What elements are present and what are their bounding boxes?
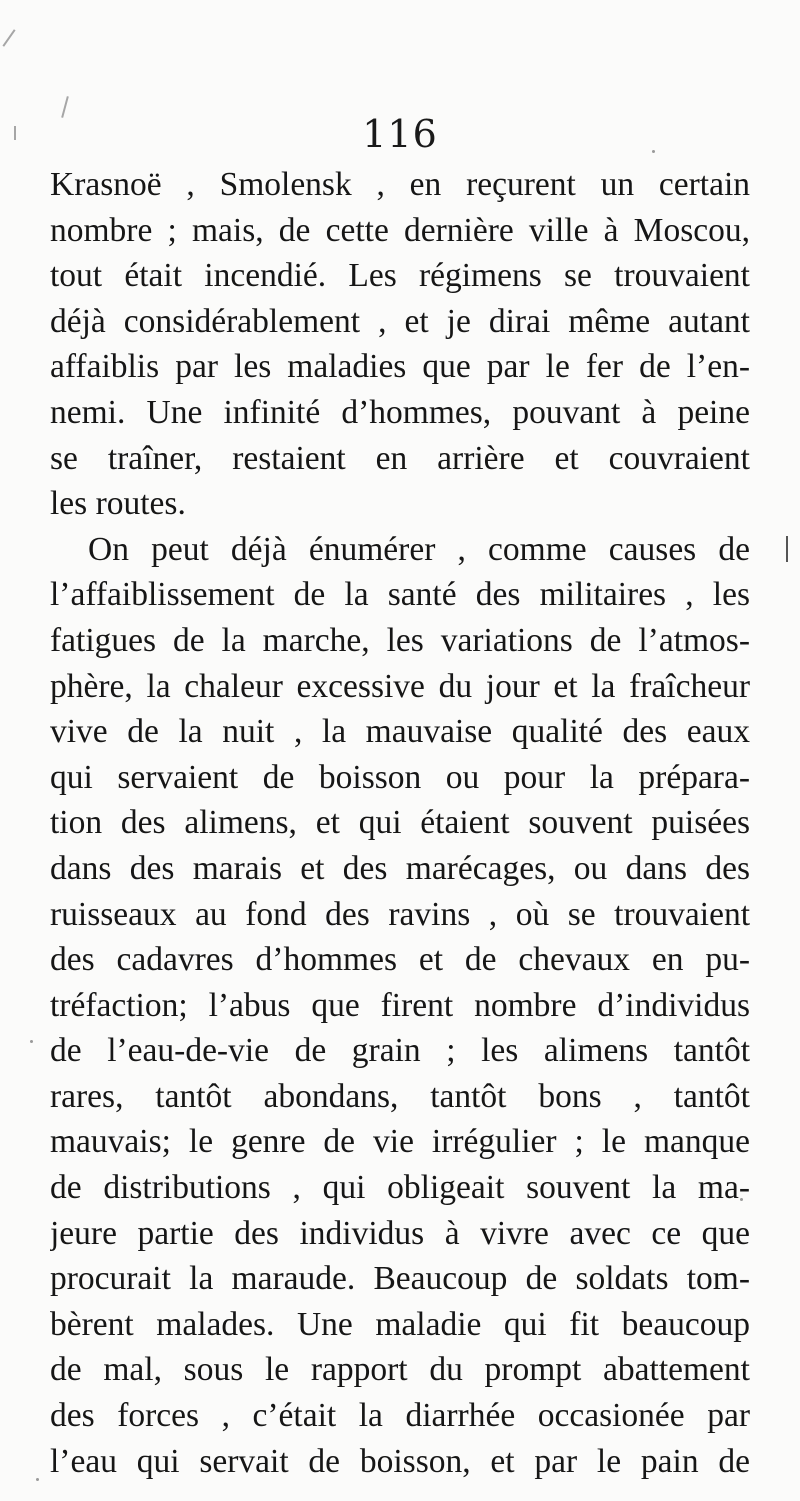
text-line: jeure partie des individus à vivre avec ce que (50, 1214, 750, 1252)
scan-mark (786, 536, 788, 562)
text-line: se traîner, restaient en arrière et couvraient (50, 439, 750, 477)
text-line: les routes. (50, 485, 186, 523)
text-line: déjà considérablement , et je dirai même autant (50, 302, 750, 340)
text-line: de l’eau-de-vie de grain ; les alimens tantôt (50, 1032, 750, 1070)
text-line: rares, tantôt abondans, tantôt bons , tantôt (50, 1077, 750, 1115)
text-line: ruisseaux au fond des ravins , où se trouvaient (50, 895, 750, 933)
page-number: 116 (362, 112, 438, 156)
text-line: qui servaient de boisson ou pour la prépara- (50, 758, 750, 796)
text-line: dans des marais et des marécages, ou dans des (50, 849, 750, 887)
scan-speck (36, 1478, 39, 1481)
text-line: tréfaction; l’abus que firent nombre d’individus (50, 986, 750, 1024)
text-line: procurait la maraude. Beaucoup de soldats tom- (50, 1260, 750, 1298)
scan-mark (2, 29, 15, 47)
text-line: On peut déjà énumérer , comme causes de (88, 530, 750, 568)
text-line: des forces , c’était la diarrhée occasionée par (50, 1397, 750, 1435)
text-line: de distributions , qui obligeait souvent la ma- (50, 1169, 750, 1207)
text-line: phère, la chaleur excessive du jour et la fraîcheur (50, 667, 750, 705)
text-line: nombre ; mais, de cette dernière ville à Moscou, (50, 211, 750, 249)
text-line: nemi. Une infinité d’hommes, pouvant à peine (50, 393, 750, 431)
text-line: des cadavres d’hommes et de chevaux en pu- (50, 941, 750, 979)
scan-speck (30, 1040, 33, 1043)
text-line: vive de la nuit , la mauvaise qualité des eaux (50, 713, 750, 751)
body-text (50, 162, 750, 1484)
text-line: tout était incendié. Les régimens se trouvaient (50, 257, 750, 295)
text-line: bèrent malades. Une maladie qui fit beaucoup (50, 1305, 750, 1343)
text-line: de mal, sous le rapport du prompt abattement (50, 1351, 750, 1389)
text-line: mauvais; le genre de vie irrégulier ; le manque (50, 1123, 750, 1161)
text-line: affaiblis par les maladies que par le fer de l’en- (50, 348, 750, 386)
text-line: Krasnoë , Smolensk , en reçurent un certain (50, 166, 750, 203)
text-line: l’affaiblissement de la santé des militaires , les (50, 576, 750, 614)
text-line: l’eau qui servait de boisson, et par le pain de (50, 1442, 750, 1480)
text-line: tion des alimens, et qui étaient souvent puisées (50, 804, 750, 842)
text-line: fatigues de la marche, les variations de l’atmos- (50, 621, 750, 659)
